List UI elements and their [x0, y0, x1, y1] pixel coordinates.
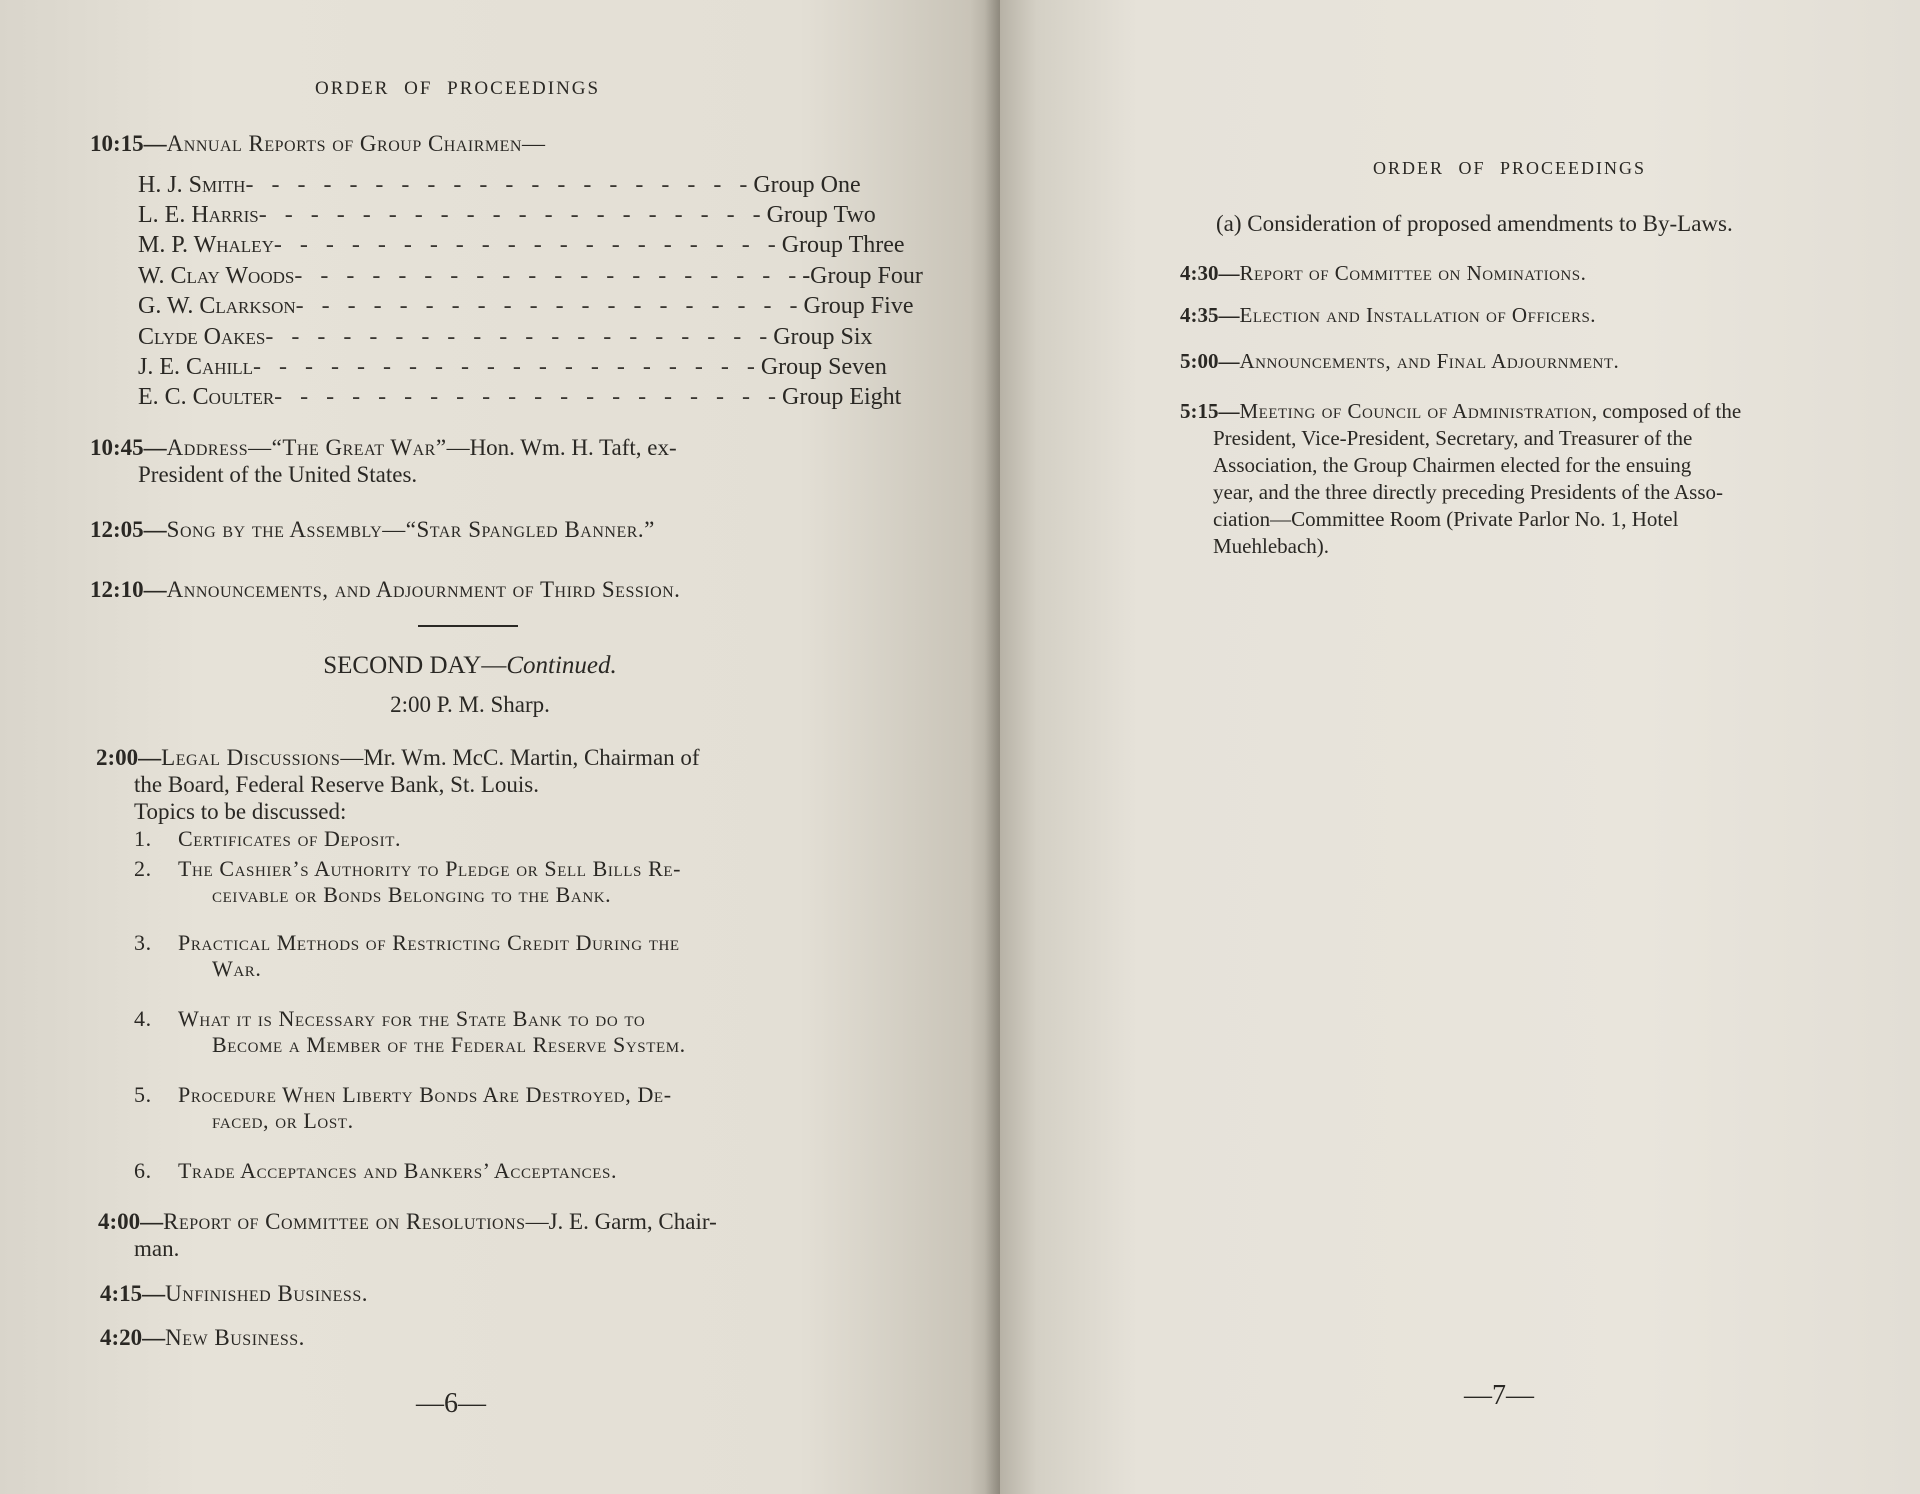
agenda-item-1205 — [90, 516, 870, 543]
item-text-cont: President of the United States. — [138, 462, 418, 487]
time-label: 10:45— — [90, 435, 167, 460]
group-chairmen-list — [138, 170, 923, 413]
agenda-item-435 — [1180, 302, 1880, 329]
page-number: —7— — [1464, 1380, 1534, 1411]
time-label: 4:00— — [98, 1209, 164, 1234]
chairman-group: Group Two — [766, 202, 876, 229]
leader-dots: - - - - - - - - - - - - - - - - - - - - — [258, 202, 767, 229]
item-title: Meeting of Council of Administration — [1239, 399, 1592, 423]
chairman-name: Clyde Oakes — [138, 323, 266, 350]
chairman-row — [138, 170, 861, 200]
time-label: 12:05— — [90, 517, 167, 542]
topic-text-cont: Become a Member of the Federal Reserve System. — [212, 1032, 686, 1057]
topic-text: What it is Necessary for the State Bank to do to — [178, 1006, 646, 1031]
chairman-name: G. W. Clarkson — [138, 293, 296, 320]
item-title: Announcements, and Final Adjournment. — [1239, 349, 1620, 373]
item-title: Announcements, and Adjournment of Third Session. — [166, 577, 681, 602]
topic-number: 3. — [134, 930, 152, 955]
time-label: 12:10— — [90, 577, 167, 602]
topic-text: The Cashier’s Authority to Pledge or Sell Bills Re- — [178, 856, 682, 881]
leader-dots: - - - - - - - - - - - - - - - - - - - - — [295, 293, 804, 320]
leader-dots: - - - - - - - - - - - - - - - - - - - - — [273, 232, 782, 259]
chairman-name: L. E. Harris — [138, 202, 259, 229]
item-text-cont: the Board, Federal Reserve Bank, St. Louis. — [134, 772, 539, 797]
chairman-group: Group Five — [803, 293, 914, 320]
agenda-item-415 — [100, 1280, 700, 1307]
chairman-row — [138, 261, 923, 291]
item-title: Address—“The Great War” — [166, 435, 447, 460]
chairman-row — [138, 352, 887, 382]
chairman-row — [138, 383, 902, 413]
item-text: , composed of the — [1591, 399, 1742, 423]
topic-item — [134, 1006, 834, 1058]
item-text: —Hon. Wm. H. Taft, ex- — [446, 435, 677, 460]
running-head: ORDER OF PROCEEDINGS — [315, 78, 601, 99]
agenda-item-a: (a) Consideration of proposed amendments to By-Laws. — [1216, 211, 1733, 236]
item-title: Report of Committee on Resolutions — [163, 1209, 526, 1234]
agenda-item-420 — [100, 1324, 700, 1351]
leader-dots: - - - - - - - - - - - - - - - - - - - - — [245, 171, 754, 198]
item-title: Annual Reports of Group Chairmen— — [166, 131, 546, 156]
agenda-item-430 — [1180, 260, 1880, 287]
topic-text-cont: ceivable or Bonds Belonging to the Bank. — [212, 882, 612, 907]
chairman-name: J. E. Cahill — [138, 354, 253, 381]
chairman-name: W. Clay Woods — [138, 262, 295, 289]
item-text-cont: Topics to be discussed: — [134, 799, 347, 824]
item-title: Election and Installation of Officers. — [1239, 303, 1597, 327]
agenda-item-1015 — [90, 130, 790, 157]
time-label: 2:00— — [96, 745, 162, 770]
heading-text: SECOND DAY— — [323, 652, 507, 679]
time-label: 4:15— — [100, 1281, 166, 1306]
topic-text: Practical Methods of Restricting Credit During the — [178, 930, 680, 955]
page-number: —6— — [416, 1388, 486, 1419]
topic-item — [134, 930, 834, 982]
topic-number: 2. — [134, 856, 152, 881]
item-title: Unfinished Business. — [165, 1281, 368, 1306]
agenda-item-400 — [98, 1208, 838, 1262]
chairman-row — [138, 200, 876, 230]
leader-dots: - - - - - - - - - - - - - - - - - - - - — [274, 384, 783, 411]
chairman-group: Group Six — [773, 323, 873, 350]
leader-dots: - - - - - - - - - - - - - - - - - - - - — [265, 323, 774, 350]
agenda-item-500 — [1180, 348, 1880, 375]
agenda-item-1045 — [90, 434, 840, 488]
topic-item — [134, 856, 834, 908]
topic-number: 1. — [134, 826, 152, 851]
chairman-row — [138, 322, 873, 352]
topic-number: 4. — [134, 1006, 152, 1031]
chairman-group: Group One — [753, 171, 861, 198]
second-day-heading — [0, 652, 940, 680]
chairman-row — [138, 292, 914, 322]
section-divider — [418, 625, 518, 627]
time-label: 4:30— — [1180, 261, 1240, 285]
item-title: New Business. — [165, 1325, 305, 1350]
item-text: —Mr. Wm. McC. Martin, Chairman of — [340, 745, 700, 770]
chairman-group: Group Seven — [760, 354, 887, 381]
item-title: Song by the Assembly—“Star Spangled Banner.” — [166, 517, 655, 542]
item-text-cont: Muehlebach). — [1213, 534, 1330, 558]
right-page — [1000, 0, 1920, 1494]
item-text: —J. E. Garm, Chair- — [525, 1209, 717, 1234]
item-title: Report of Committee on Nominations. — [1239, 261, 1587, 285]
chairman-row — [138, 231, 905, 261]
topic-text-cont: War. — [212, 956, 262, 981]
topic-item — [134, 826, 834, 852]
item-title: Legal Discussions — [161, 745, 341, 770]
topic-item — [134, 1158, 834, 1184]
leader-dots: - - - - - - - - - - - - - - - - - - - - — [253, 354, 761, 381]
agenda-item-1210 — [90, 576, 890, 603]
heading-italic: Continued. — [506, 652, 617, 679]
chairman-name: H. J. Smith — [138, 171, 246, 198]
item-text-cont: ciation—Committee Room (Private Parlor No. 1, Hotel — [1213, 507, 1679, 531]
chairman-group: Group Eight — [782, 384, 902, 411]
topic-text: Procedure When Liberty Bonds Are Destroyed, De- — [178, 1082, 672, 1107]
leader-dots: - - - - - - - - - - - - - - - - - - - - — [294, 262, 803, 289]
chairman-name: E. C. Coulter — [138, 384, 275, 411]
time-label: 10:15— — [90, 131, 167, 156]
session-time: 2:00 P. M. Sharp. — [390, 692, 550, 717]
chairman-group: -Group Four — [802, 262, 923, 289]
topic-number: 6. — [134, 1158, 152, 1183]
topic-text-cont: faced, or Lost. — [212, 1108, 354, 1133]
topic-text: Certificates of Deposit. — [178, 826, 402, 851]
topic-item — [134, 1082, 834, 1134]
topic-text: Trade Acceptances and Bankers’ Acceptances. — [178, 1158, 618, 1183]
time-label: 5:15— — [1180, 399, 1240, 423]
time-label: 5:00— — [1180, 349, 1240, 373]
topic-number: 5. — [134, 1082, 152, 1107]
agenda-item-200 — [96, 744, 836, 825]
item-text-cont: Association, the Group Chairmen elected for the ensuing — [1213, 453, 1692, 477]
chairman-group: Group Three — [781, 232, 905, 259]
time-label: 4:20— — [100, 1325, 166, 1350]
item-text-cont: man. — [134, 1236, 180, 1261]
agenda-item-515 — [1180, 398, 1846, 560]
item-text-cont: year, and the three directly preceding Presidents of the Asso- — [1213, 480, 1723, 504]
chairman-name: M. P. Whaley — [138, 232, 274, 259]
time-label: 4:35— — [1180, 303, 1240, 327]
item-text-cont: President, Vice-President, Secretary, and Treasurer of the — [1213, 426, 1693, 450]
running-head: ORDER OF PROCEEDINGS — [1373, 158, 1647, 178]
